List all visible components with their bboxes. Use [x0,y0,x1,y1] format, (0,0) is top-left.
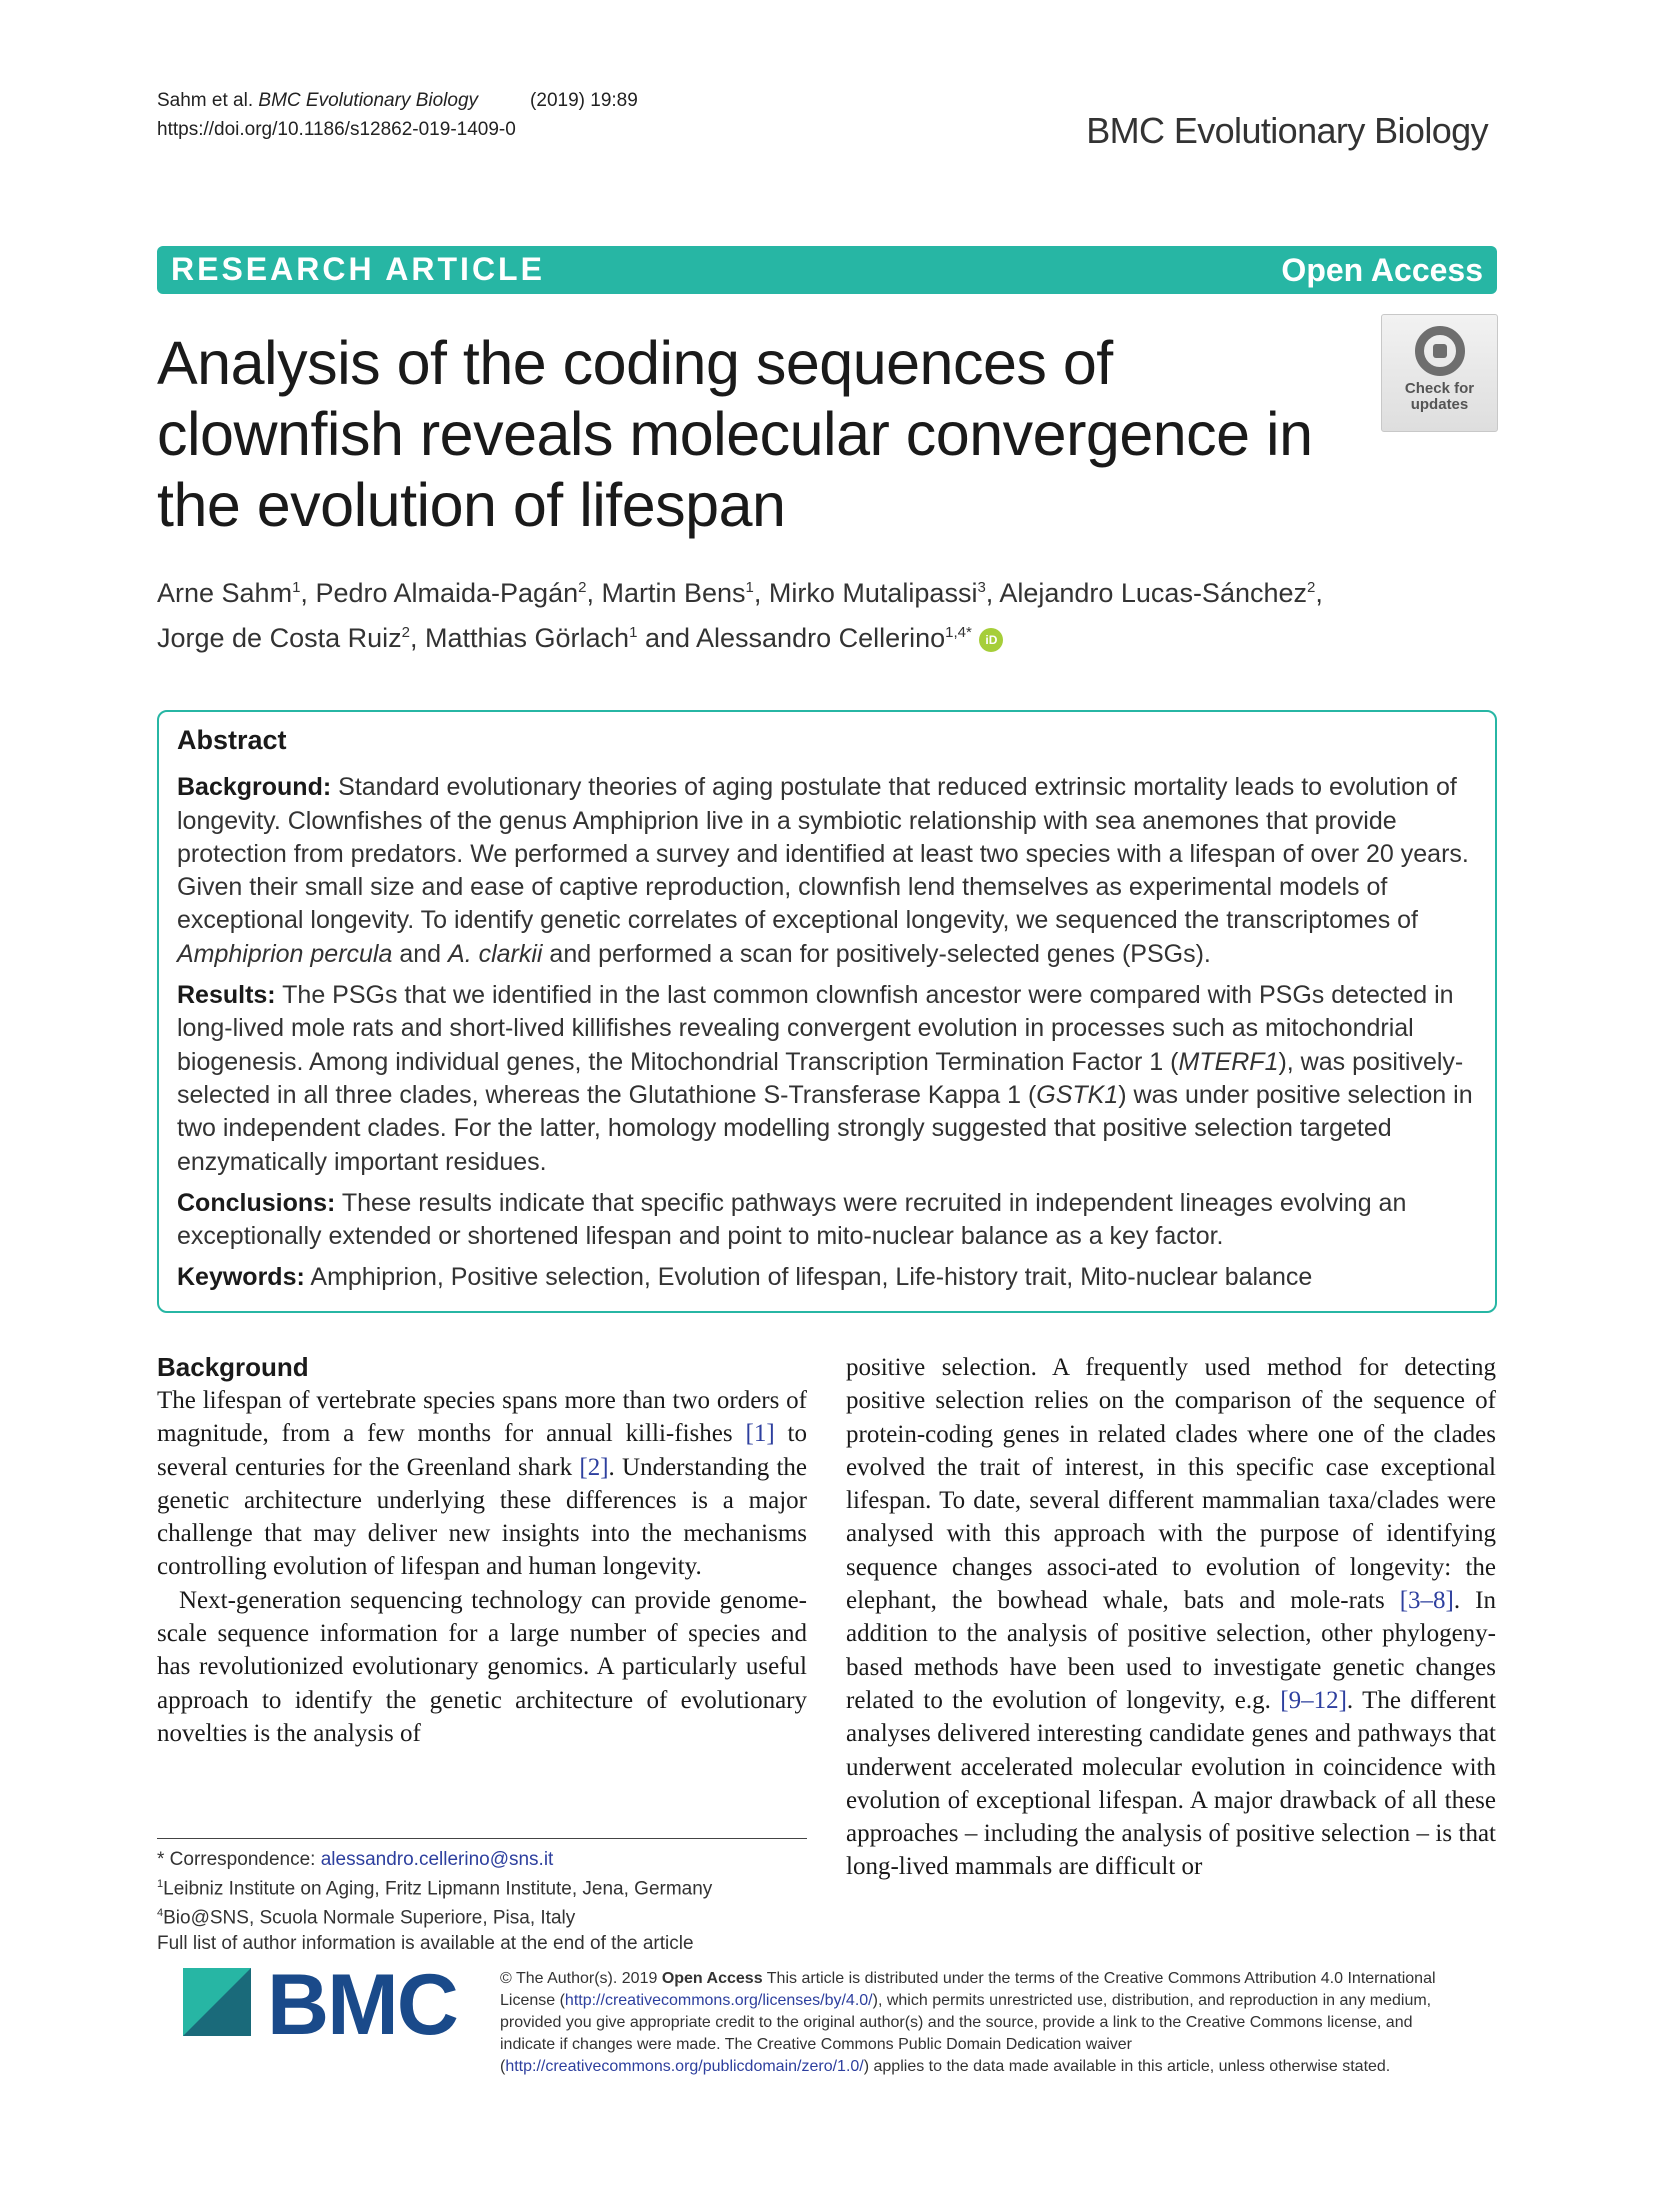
keywords-text: Amphiprion, Positive selection, Evolution of lifespan, Life-history trait, Mito-nuclear balance [310,1263,1313,1292]
license-statement [500,1968,1460,2078]
conclusions-label: Conclusions: [177,1188,336,1217]
doi-link[interactable]: https://doi.org/10.1186/s12862-019-1409-0 [157,119,516,140]
bmc-logo-text: BMC [267,1957,457,2053]
results-label: Results: [177,981,276,1010]
body-paragraph: Next-generation sequencing technology can provide genome-scale sequence information for a large number of species and has revolutionized evolutionary genomics. A particularly useful approach to identify the genetic architecture of evolutionary novelties is the analysis of [157,1586,807,1747]
species-name: Amphiprion percula [177,939,393,968]
author[interactable]: Jorge de Costa Ruiz [157,623,402,653]
author[interactable]: Alessandro Cellerino [696,623,946,653]
affiliation-mark: 1 [745,579,754,596]
license-text: ), which permits unrestricted use, distribution, and reproduction in any medium, provided you give appropriate credit to the original author(s) and the source, provide a link to the Creative Commons license, and indicate if changes were made. The Creative Commons Public Domain Dedication waiver ( [500,1992,1432,2075]
citation-link[interactable]: [2] [579,1453,609,1481]
affiliation-mark: 2 [578,579,587,596]
open-access-bold: Open Access [661,1970,763,1987]
journal-italic: BMC Evolutionary Biology [258,90,479,111]
affiliation-mark: 1 [292,579,301,596]
abstract-conclusions [177,1187,1477,1254]
abstract-keywords [177,1261,1477,1294]
body-text: . In addition to the analysis of positive selection, other phylogeny-based methods have been used to investigate genetic changes related to the evolution of longevity, e.g. [846,1587,1497,1714]
author-list: Arne Sahm$^1$, Pedro Almaida-Pagán$^2$, Martin Bens$^1$, Mirko Mutalipassi$^3$, Alejandro Lucas-Sánchez$^2$, Jorge de Costa Ruiz$^2$, Matthias Görlach$^1$ and Alessandro Cellerino$^{1,4*}$ iD [157,578,1323,653]
authors-short: Sahm et al. [157,90,254,111]
abstract-background [177,771,1477,971]
abstract-heading: Abstract [177,725,287,755]
background-label: Background: [177,773,332,802]
gene-name: MTERF1 [1178,1047,1279,1076]
affiliation-mark: 2 [401,624,410,641]
running-header [157,86,638,144]
affiliation-mark: 4 [157,1907,164,1920]
citation-link[interactable]: [9–12] [1280,1686,1347,1714]
gene-name: GSTK1 [1036,1080,1119,1109]
citation: (2019) 19:89 [530,90,638,111]
body-text: . Understanding the genetic architecture underlying these differences is a major challenge that may deliver new insights into the mechanisms controlling evolution of lifespan and human longevity. [157,1453,807,1581]
footnotes [157,1847,807,1956]
author[interactable]: Matthias Görlach [424,623,630,653]
affiliation-4 [157,1901,807,1930]
body-text: positive selection. A frequently used method for detecting positive selection relies on the comparison of the sequence of protein-coding genes in related clades where one of the clades evolved the trait of interest, in this specific case exceptional lifespan. To date, several different mammalian taxa/clades were analysed with this approach with the purpose of identifying sequence changes associ-ated to evolution of longevity: the elephant, the bowhead whale, bats and mole-rats [846,1354,1496,1615]
body-paragraph [157,1384,807,1584]
abstract-box [157,710,1497,1313]
species-name: A. clarkii [448,939,543,968]
authors-conjunction: and [644,623,690,653]
keywords-label: Keywords: [177,1263,305,1292]
correspondence-email-link[interactable]: alessandro.cellerino@sns.it [320,1849,554,1870]
results-text: ) was under positive selection in two independent clades. For the latter, homology modelling strongly suggested that positive selection targeted enzymatically important residues. [177,1080,1473,1176]
license-text: ) applies to the data made available in this article, unless otherwise stated. [863,2058,1391,2075]
check-for-updates-badge[interactable] [1381,314,1498,432]
journal-name: BMC Evolutionary Biology [1086,110,1488,151]
article-type: RESEARCH ARTICLE [171,251,545,287]
open-access-label: Open Access [1281,252,1483,288]
affiliation-mark: 1 [157,1878,164,1890]
bmc-logo-mark [183,1968,251,2036]
results-text: The PSGs that we identified in the last common clownfish ancestor were compared with PSGs detected in long-lived mole rats and short-lived killifishes revealing convergent evolution in processes such as mitochondrial biogenesis. Among individual genes, the Mitochondrial Transcription Termination Factor 1 ( [177,981,1454,1076]
author[interactable]: Alejandro Lucas-Sánchez [999,578,1308,608]
orcid-icon[interactable]: iD [979,628,1003,652]
correspondence [157,1847,807,1872]
body-text: The lifespan of vertebrate species spans more than two orders of magnitude, from a few months for annual killi-fishes [157,1387,807,1448]
public-domain-link[interactable]: http://creativecommons.org/publicdomain/zero/1.0/ [505,2058,864,2075]
affiliation-text: Bio@SNS, Scuola Normale Superiore, Pisa, Italy [163,1907,576,1929]
citation-link[interactable]: [3–8] [1399,1587,1454,1615]
affiliation-mark: 1,4* [945,624,972,641]
background-text: and performed a scan for positively-selected genes (PSGs). [542,939,1211,968]
license-link[interactable]: http://creativecommons.org/licenses/by/4.0/ [564,1992,873,2009]
abstract-results [177,979,1477,1179]
affiliation-mark: 1 [629,624,638,641]
article-title: Analysis of the coding sequences of clownfish reveals molecular convergence in the evolution of lifespan [157,329,1313,539]
author[interactable]: Martin Bens [601,578,746,608]
citation-line [157,86,638,115]
citation-link[interactable]: [1] [745,1420,775,1448]
author[interactable]: Pedro Almaida-Pagán [315,578,579,608]
section-heading-background: Background [157,1352,309,1382]
check-updates-label: Check for updates [1404,380,1475,413]
body-column-left [157,1351,807,1750]
body-column-right [846,1351,1496,1884]
results-text: ), was positively-selected in all three clades, whereas the Glutathione S-Transferase Kappa 1 ( [177,1047,1464,1109]
update-icon [1415,326,1465,376]
body-text: to several centuries for the Greenland shark [157,1420,808,1481]
body-text: . The different analyses delivered interesting candidate genes and pathways that underwent accelerated molecular evolution in coincidence with evolution of exceptional lifespan. A major drawback of all these approaches – including the analysis of positive selection – is that long-lived mammals are difficult or [846,1686,1496,1881]
license-text: This article is distributed under the terms of the Creative Commons Attribution 4.0 International License ( [500,1970,1436,2009]
full-author-info-note: Full list of author information is available at the end of the article [157,1932,694,1954]
background-text: and [392,939,449,968]
article-type-banner [157,246,1497,294]
affiliation-mark: 3 [977,579,986,596]
copyright-text: © The Author(s). 2019 [500,1970,658,1987]
body-paragraph [846,1351,1496,1884]
affiliation-mark: 2 [1307,579,1316,596]
conclusions-text: These results indicate that specific pathways were recruited in independent lineages evolving an exceptionally extended or shortened lifespan and point to mito-nuclear balance as a key factor. [177,1188,1407,1251]
footnote-divider [157,1838,807,1839]
affiliation-1 [157,1872,807,1901]
author[interactable]: Arne Sahm [157,578,293,608]
affiliation-text: Leibniz Institute on Aging, Fritz Lipmann Institute, Jena, Germany [163,1878,713,1900]
author[interactable]: Mirko Mutalipassi [768,578,978,608]
correspondence-label: * Correspondence: [157,1849,321,1870]
background-text: Standard evolutionary theories of aging postulate that reduced extrinsic mortality leads to evolution of longevity. Clownfishes of the genus Amphiprion live in a symbiotic relationship with sea anemones that provide protection from predators. We performed a survey and identified at least two species with a lifespan of over 20 years. Given their small size and ease of captive reproduction, clownfish lend themselves as experimental models of exceptional longevity. To identify genetic correlates of exceptional longevity, we sequenced the transcriptomes of [177,773,1469,935]
bmc-logo [183,1957,463,2053]
